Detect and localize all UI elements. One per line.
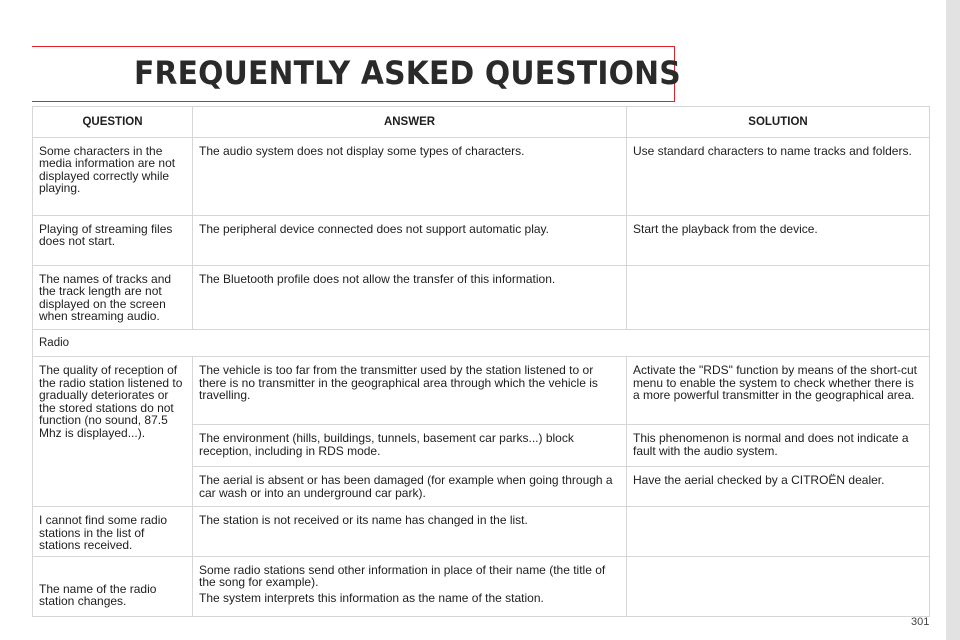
question-cell: Some characters in the media information are not displayed correctly while playing.: [33, 137, 193, 215]
solution-cell: [627, 507, 930, 557]
question-cell: I cannot find some radio stations in the list of stations received.: [33, 507, 193, 557]
solution-cell: [627, 265, 930, 329]
table-row: [33, 556, 930, 616]
answer-cell: The peripheral device connected does not support automatic play.: [193, 215, 627, 265]
solution-cell: This phenomenon is normal and does not indicate a fault with the audio system.: [627, 425, 930, 467]
page-edge-strip: [946, 0, 960, 640]
question-cell: [33, 556, 193, 616]
answer-cell: The vehicle is too far from the transmitter used by the station listened to or there is no transmitter in the geographical area through which the vehicle is travelling.: [193, 357, 627, 425]
solution-cell: [627, 556, 930, 616]
table-row: [33, 137, 930, 215]
answer-cell: The aerial is absent or has been damaged (for example when going through a car wash or into an underground car park).: [193, 467, 627, 507]
header-question: QUESTION: [33, 107, 193, 138]
answer-cell: The audio system does not display some types of characters.: [193, 137, 627, 215]
header-solution: SOLUTION: [627, 107, 930, 138]
solution-cell: Start the playback from the device.: [627, 215, 930, 265]
table-row: [33, 265, 930, 329]
faq-table: [32, 106, 930, 617]
answer-cell: The environment (hills, buildings, tunnels, basement car parks...) block reception, including in RDS mode.: [193, 425, 627, 467]
section-row-radio: [33, 329, 930, 357]
page-title: FREQUENTLY ASKED QUESTIONS: [134, 54, 681, 92]
section-heading-radio: Radio: [33, 329, 930, 357]
table-row: [33, 357, 930, 425]
table-row: [33, 215, 930, 265]
page-number: 301: [911, 616, 930, 628]
answer-paragraph: The system interprets this information as the name of the station.: [199, 590, 544, 605]
solution-cell: Use standard characters to name tracks and folders.: [627, 137, 930, 215]
answer-cell: The Bluetooth profile does not allow the transfer of this information.: [193, 265, 627, 329]
question-text: The name of the radio station changes.: [39, 581, 157, 608]
question-cell: Playing of streaming files does not start.: [33, 215, 193, 265]
answer-cell: The station is not received or its name has changed in the list.: [193, 507, 627, 557]
header-answer: ANSWER: [193, 107, 627, 138]
answer-paragraph: Some radio stations send other information in place of their name (the title of the song for example).: [199, 562, 606, 589]
question-cell: The quality of reception of the radio station listened to gradually deteriorates or the stored stations do not function (no sound, 87.5 Mhz is displayed...).: [33, 357, 193, 507]
table-row: [33, 507, 930, 557]
question-cell: The names of tracks and the track length are not displayed on the screen when streaming audio.: [33, 265, 193, 329]
table-header-row: [33, 107, 930, 138]
solution-cell: Activate the "RDS" function by means of the short-cut menu to enable the system to check whether there is a more powerful transmitter in the geographical area.: [627, 357, 930, 425]
answer-cell: [193, 556, 627, 616]
solution-cell: Have the aerial checked by a CITROËN dealer.: [627, 467, 930, 507]
